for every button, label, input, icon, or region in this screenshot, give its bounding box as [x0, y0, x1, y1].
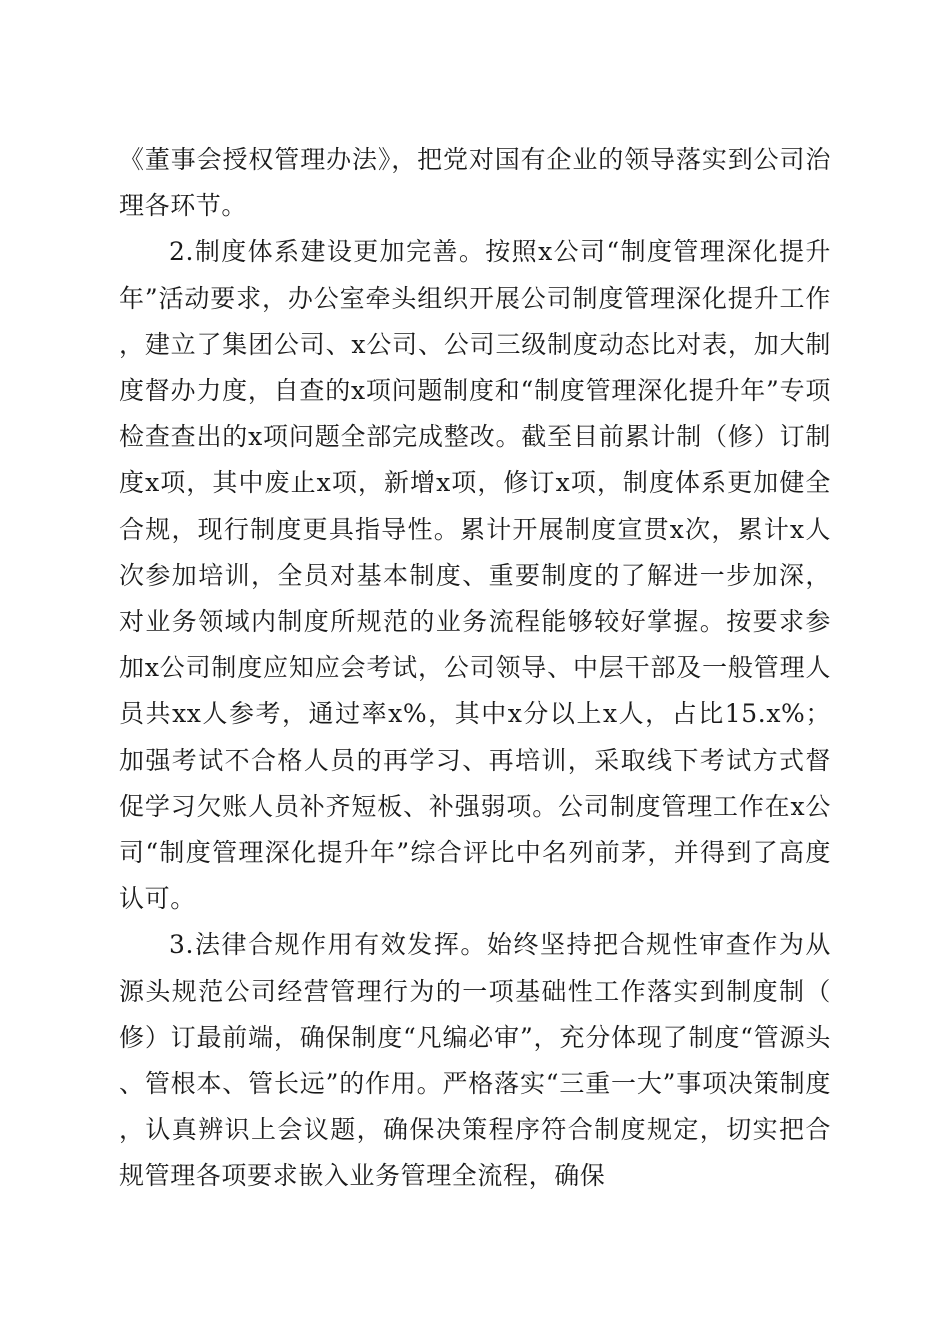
paragraph-item-3: 3.法律合规作用有效发挥。始终坚持把合规性审查作为从源头规范公司经营管理行为的一项基础性工作落实到制度制（修）订最前端，确保制度“凡编必审”，充分体现了制度“管源头、管根本、管长远”的作用。严格落实“三重一大”事项决策制度，认真辨识上会议题，确保决策程序符合制度规定，切实把合规管理各项要求嵌入业务管理全流程，确保 [119, 930, 831, 1191]
paragraph-continuation: 《董事会授权管理办法》，把党对国有企业的领导落实到公司治理各环节。 [119, 145, 831, 221]
body-text [119, 137, 831, 1200]
paragraph-item-2: 2.制度体系建设更加完善。按照x公司“制度管理深化提升年”活动要求，办公室牵头组织开展公司制度管理深化提升工作，建立了集团公司、x公司、公司三级制度动态比对表，加大制度督办力度，自查的x项问题制度和“制度管理深化提升年”专项检查查出的x项问题全部完成整改。截至目前累计制（修）订制度x项，其中废止x项，新增x项，修订x项，制度体系更加健全合规，现行制度更具指导性。累计开展制度宣贯x次，累计x人次参加培训，全员对基本制度、重要制度的了解进一步加深，对业务领域内制度所规范的业务流程能够较好掌握。按要求参加x公司制度应知应会考试，公司领导、中层干部及一般管理人员共xx人参考，通过率x%，其中x分以上x人，占比15.x%；加强考试不合格人员的再学习、再培训，采取线下考试方式督促学习欠账人员补齐短板、补强弱项。公司制度管理工作在x公司“制度管理深化提升年”综合评比中名列前茅，并得到了高度认可。 [119, 237, 831, 914]
